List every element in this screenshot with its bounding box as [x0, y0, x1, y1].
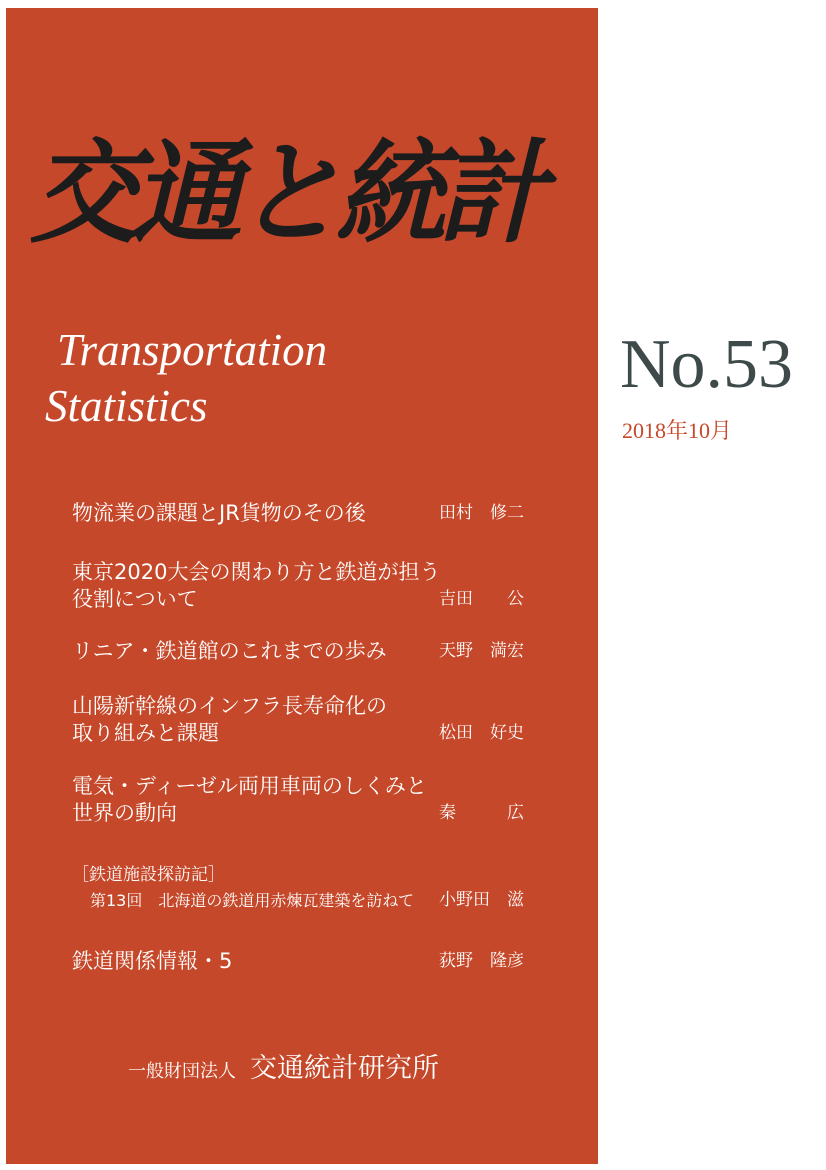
toc-entry-author: 荻野 隆彦 — [439, 951, 524, 971]
toc-entry-title-line: 東京2020大会の関わり方と鉄道が担う — [72, 560, 441, 584]
toc-entry-title-line: 鉄道関係情報・5 — [72, 949, 233, 973]
series-label: ［鉄道施設探訪記］ — [72, 865, 225, 885]
toc-entry-author: 松田 好史 — [439, 723, 524, 743]
toc-entry-title-line: 電気・ディーゼル両用車両のしくみと — [72, 774, 427, 798]
toc-entry-title-line: 役割について — [72, 587, 198, 611]
cover-title-en-line1: Transportation — [57, 325, 328, 375]
cover-title-en-line2: Statistics — [45, 381, 208, 431]
toc-entry-author: 田村 修二 — [439, 503, 524, 523]
toc-entry — [72, 559, 532, 613]
toc-entry — [72, 638, 532, 665]
toc-entry-title-line: 物流業の課題とJR貨物のその後 — [72, 501, 366, 525]
toc-entry-series — [72, 862, 532, 914]
toc-entry — [72, 773, 532, 827]
publisher — [128, 1046, 439, 1085]
toc-entry-author: 吉田 公 — [439, 589, 524, 609]
publisher-name: 交通統計研究所 — [250, 1053, 439, 1084]
cover-title-ja: 交通と統計 — [30, 129, 540, 259]
toc-entry — [72, 948, 532, 975]
issue-date: 2018年10月 — [622, 418, 733, 443]
toc-entry-author: 天野 満宏 — [439, 641, 524, 661]
toc-entry — [72, 693, 532, 747]
publisher-prefix: 一般財団法人 — [128, 1061, 236, 1082]
toc-entry-title-line: 山陽新幹線のインフラ長寿命化の — [72, 694, 387, 718]
toc-entry-title-line: リニア・鉄道館のこれまでの歩み — [72, 639, 387, 663]
toc-entry — [72, 500, 532, 527]
toc-entry-title-line: 世界の動向 — [72, 801, 177, 825]
toc-entry-title-line: 取り組みと課題 — [72, 721, 219, 745]
toc-entry-author: 小野田 滋 — [439, 890, 524, 910]
cover-title-en — [45, 322, 327, 434]
toc-entry-author: 秦 広 — [439, 803, 524, 823]
issue-number: No.53 — [620, 326, 794, 403]
series-subtitle: 第13回 北海道の鉄道用赤煉瓦建築を訪ねて — [90, 891, 414, 910]
